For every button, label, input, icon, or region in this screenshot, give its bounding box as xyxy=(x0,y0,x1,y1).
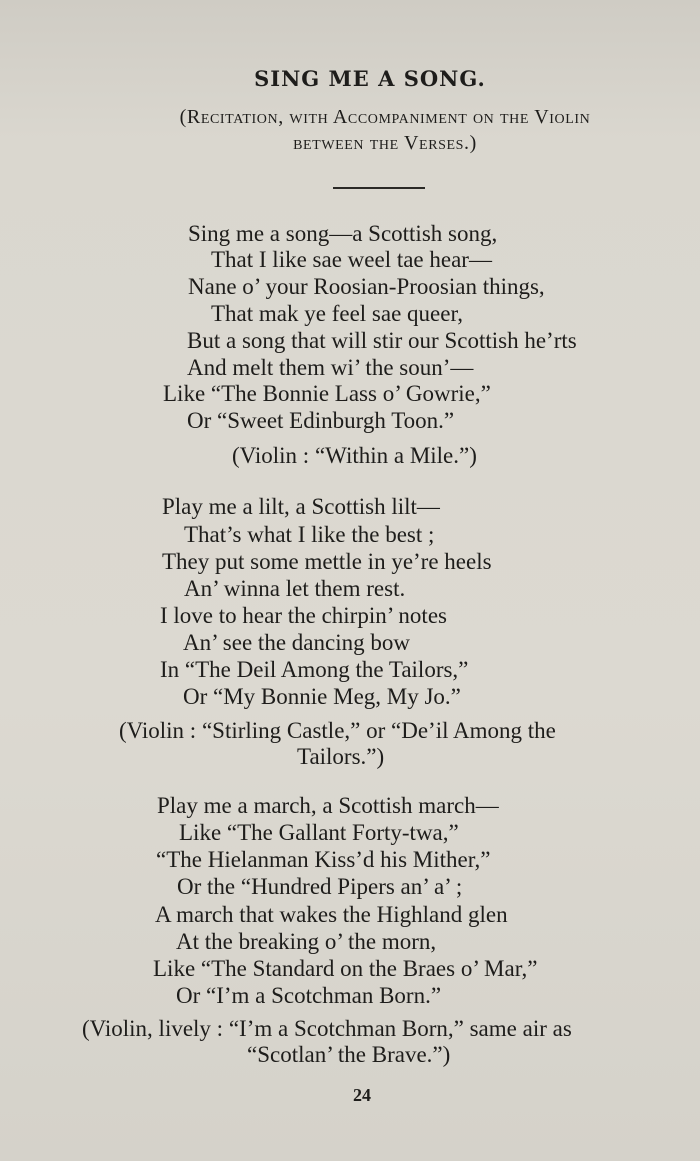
violin-note: “Scotlan’ the Brave.”) xyxy=(247,1042,451,1067)
verse-line: A march that wakes the Highland glen xyxy=(155,902,508,927)
page-title: SING ME A SONG. xyxy=(254,66,486,91)
violin-note: Tailors.”) xyxy=(297,744,385,769)
verse-line: An’ see the dancing bow xyxy=(183,630,410,655)
violin-note: (Violin, lively : “I’m a Scotchman Born,” same air as xyxy=(82,1016,572,1041)
subtitle xyxy=(0,104,700,156)
verse-line: That’s what I like the best ; xyxy=(184,522,435,547)
violin-note: (Violin : “Within a Mile.”) xyxy=(232,443,477,468)
subtitle-line-2: between the Verses.) xyxy=(293,132,477,154)
verse-line: Nane o’ your Roosian-Proosian things, xyxy=(188,274,545,299)
verse-line: Or “My Bonnie Meg, My Jo.” xyxy=(183,684,461,709)
verse-line: That mak ye feel sae queer, xyxy=(211,301,463,326)
page-number: 24 xyxy=(353,1085,371,1105)
title-rule xyxy=(333,187,425,189)
subtitle-line-1: (Recitation, with Accompaniment on the Violin xyxy=(179,106,591,128)
violin-note: (Violin : “Stirling Castle,” or “De’il Among the xyxy=(119,718,556,743)
verse-line: They put some mettle in ye’re heels xyxy=(162,549,492,574)
verse-line: Or the “Hundred Pipers an’ a’ ; xyxy=(177,874,463,899)
verse-line: In “The Deil Among the Tailors,” xyxy=(160,657,469,682)
verse-line: Play me a march, a Scottish march— xyxy=(157,793,499,818)
verse-line: Or “Sweet Edinburgh Toon.” xyxy=(187,408,455,433)
verse-line: At the breaking o’ the morn, xyxy=(176,929,437,954)
verse-line: Like “The Gallant Forty-twa,” xyxy=(179,820,459,845)
verse-line: Like “The Standard on the Braes o’ Mar,” xyxy=(153,956,538,981)
verse-line: But a song that will stir our Scottish he’rts xyxy=(187,328,577,353)
verse-line: That I like sae weel tae hear— xyxy=(211,247,492,272)
verse-line: And melt them wi’ the soun’— xyxy=(187,355,474,380)
verse-line: I love to hear the chirpin’ notes xyxy=(160,603,447,628)
verse-line: Or “I’m a Scotchman Born.” xyxy=(176,983,442,1008)
verse-line: Like “The Bonnie Lass o’ Gowrie,” xyxy=(163,381,491,406)
verse-line: “The Hielanman Kiss’d his Mither,” xyxy=(156,847,491,872)
verse-line: An’ winna let them rest. xyxy=(184,576,406,601)
verse-line: Play me a lilt, a Scottish lilt— xyxy=(162,494,440,519)
verse-line: Sing me a song—a Scottish song, xyxy=(188,221,498,246)
